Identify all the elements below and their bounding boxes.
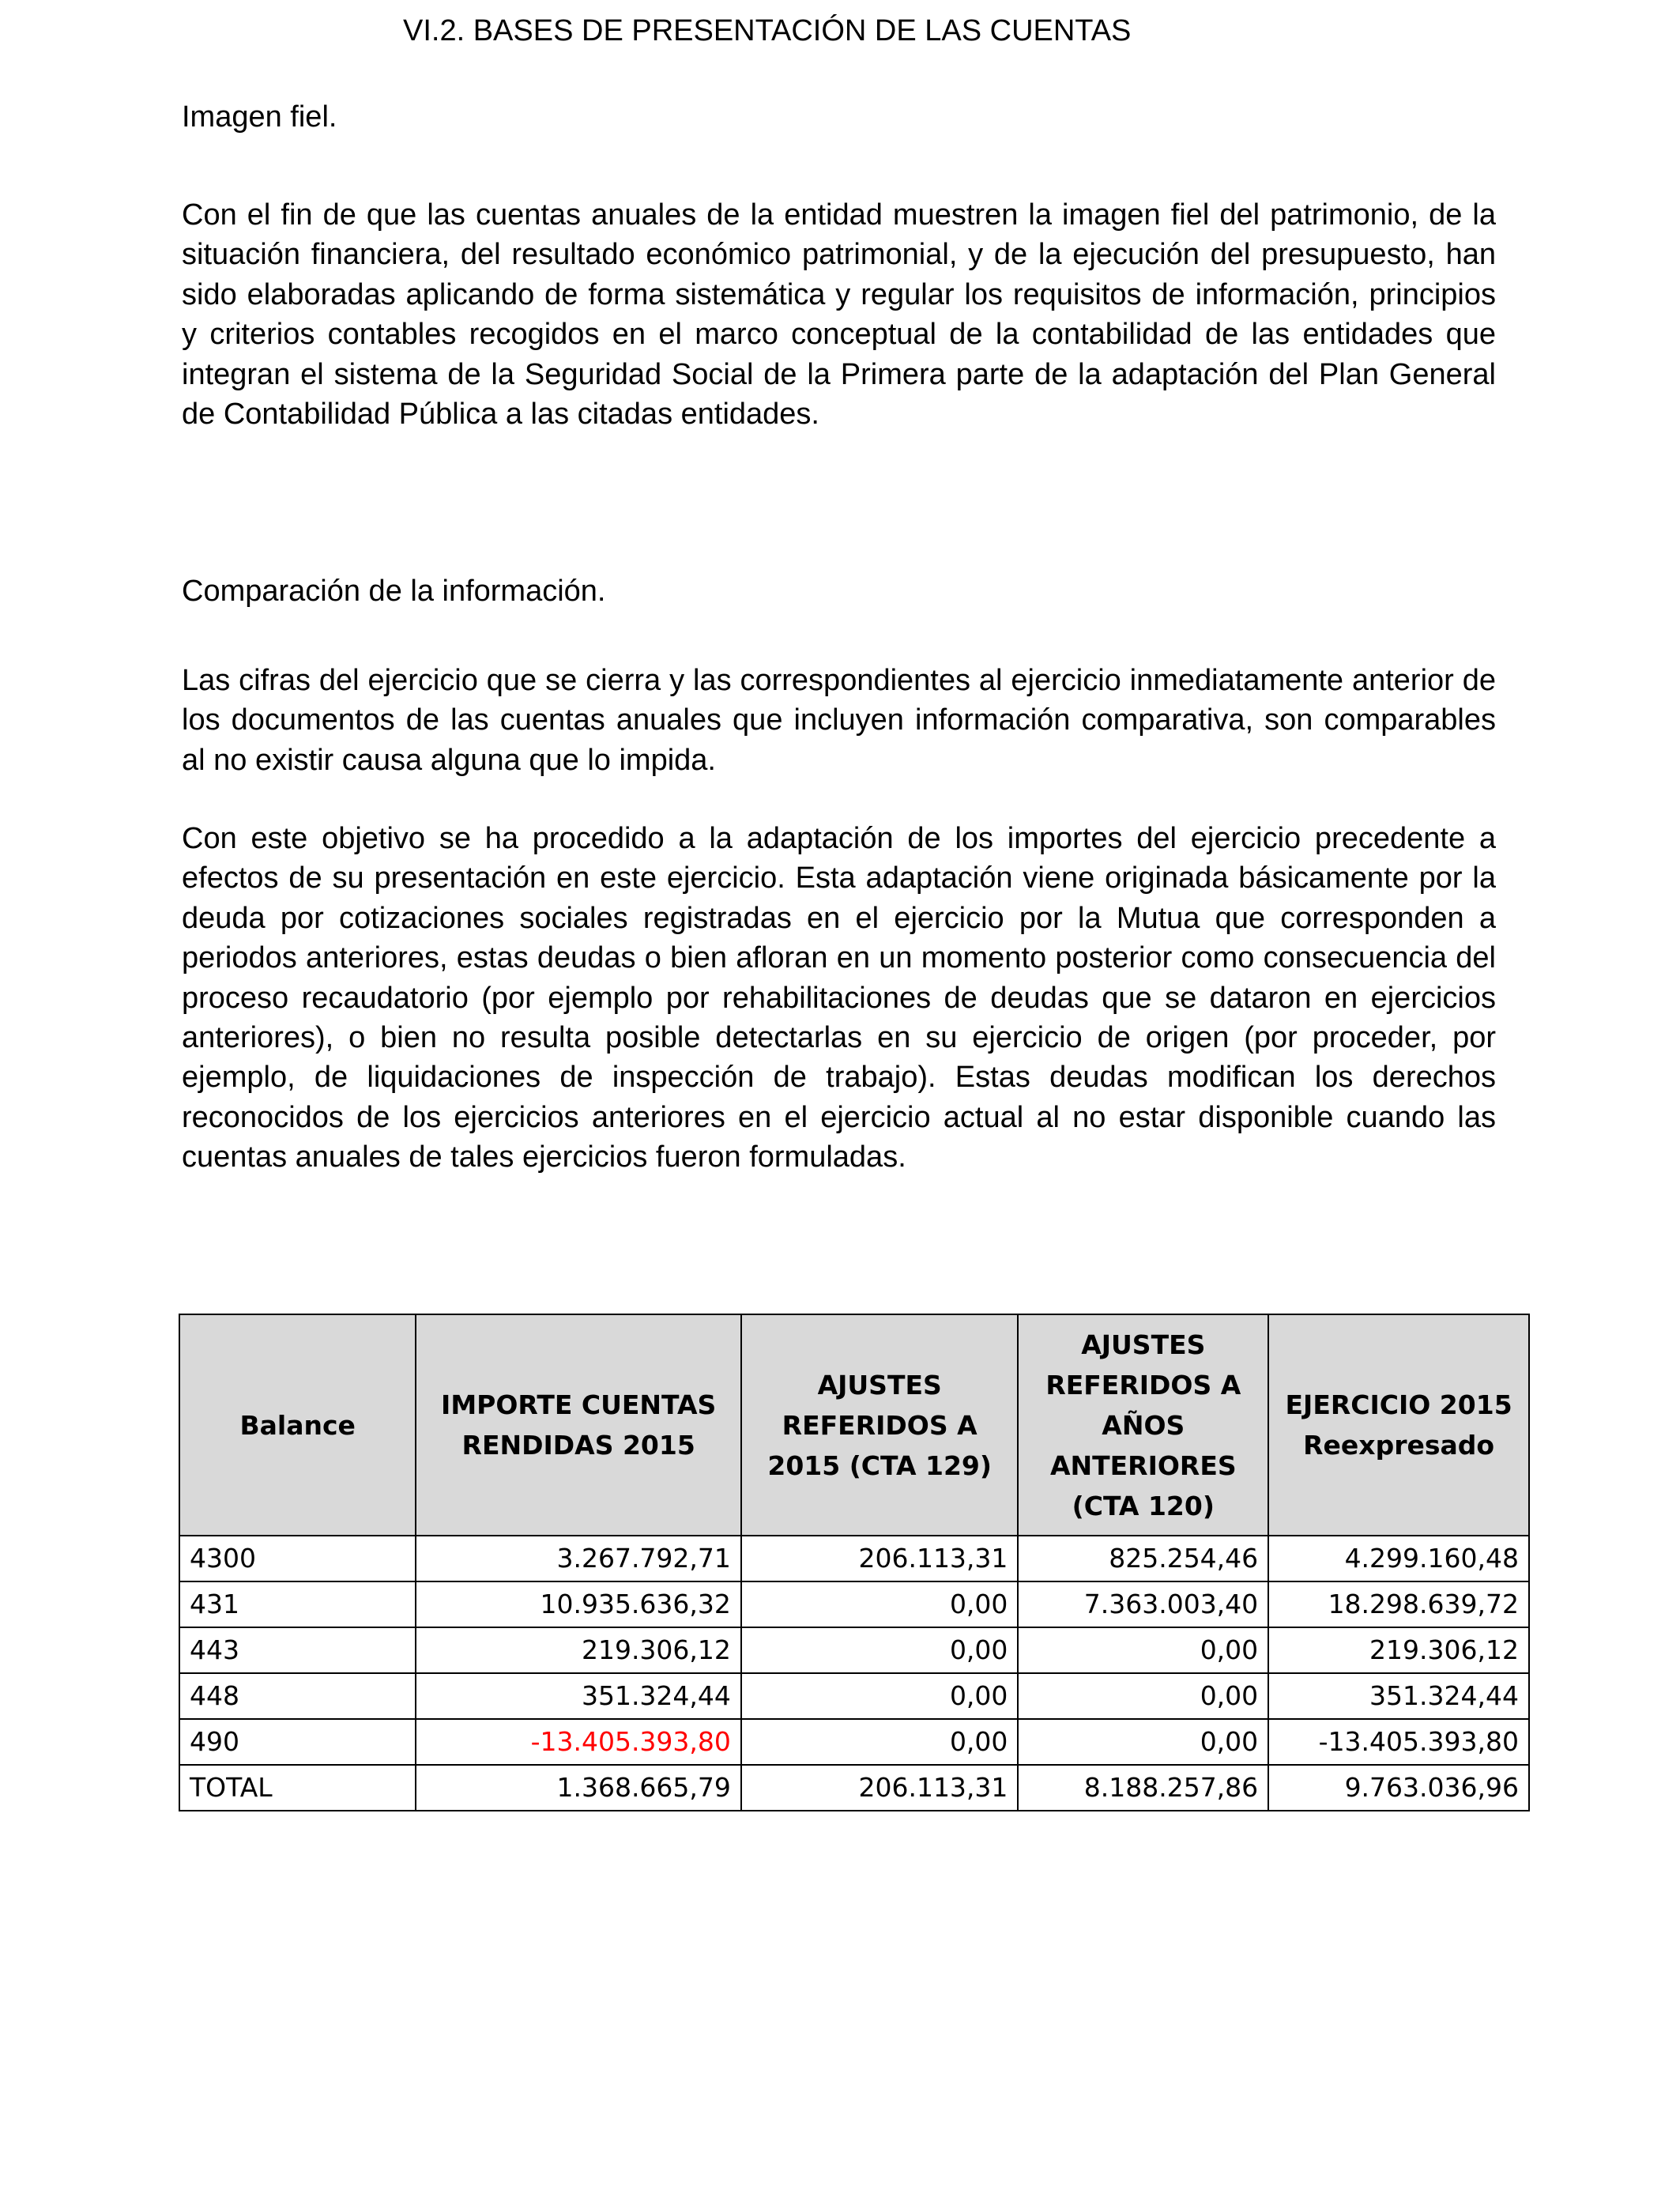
cell-ejercicio: 18.298.639,72 xyxy=(1268,1581,1529,1627)
cell-ajustes-2015: 0,00 xyxy=(741,1627,1019,1673)
cell-cuenta: 448 xyxy=(179,1673,416,1719)
table-header-row xyxy=(179,1314,1529,1536)
header-ajustes-anteriores: AJUSTES REFERIDOS A AÑOS ANTERIORES (CTA 120) xyxy=(1018,1314,1268,1536)
cell-importe: 10.935.636,32 xyxy=(416,1581,740,1627)
cell-importe: 3.267.792,71 xyxy=(416,1536,740,1581)
cell-ejercicio: 4.299.160,48 xyxy=(1268,1536,1529,1581)
table-row xyxy=(179,1673,1529,1719)
paragraph-comparacion-1: Las cifras del ejercicio que se cierra y las correspondientes al ejercicio inmediatamente anterior de los documentos de las cuentas anuales que incluyen información comparativa, son comparables al no existir causa alguna que lo impida. xyxy=(182,664,1496,777)
paragraph-imagen-fiel: Con el fin de que las cuentas anuales de la entidad muestren la imagen fiel del patrimonio, de la situación financiera, del resultado económico patrimonial, y de la ejecución del presupuesto, han sido elaboradas aplicando de forma sistemática y regular los requisitos de información, principios y criterios contables recogidos en el marco conceptual de la contabilidad de las entidades que integran el sistema de la Seguridad Social de la Primera parte de la adaptación del Plan General de Contabilidad Pública a las citadas entidades. xyxy=(182,198,1496,432)
cell-ejercicio: 9.763.036,96 xyxy=(1268,1765,1529,1811)
table-row xyxy=(179,1719,1529,1765)
cell-cuenta: TOTAL xyxy=(179,1765,416,1811)
header-importe: IMPORTE CUENTAS RENDIDAS 2015 xyxy=(416,1314,740,1536)
cell-importe-highlighted: -13.405.393,80 xyxy=(416,1719,740,1765)
section-heading-comparacion: Comparación de la información. xyxy=(182,575,606,608)
balance-table xyxy=(179,1314,1530,1811)
cell-importe: 351.324,44 xyxy=(416,1673,740,1719)
cell-importe: 1.368.665,79 xyxy=(416,1765,740,1811)
table-row xyxy=(179,1627,1529,1673)
cell-ajustes-anteriores: 7.363.003,40 xyxy=(1018,1581,1268,1627)
cell-ajustes-anteriores: 8.188.257,86 xyxy=(1018,1765,1268,1811)
cell-ajustes-2015: 0,00 xyxy=(741,1581,1019,1627)
cell-cuenta: 431 xyxy=(179,1581,416,1627)
header-ajustes-2015: AJUSTES REFERIDOS A 2015 (CTA 129) xyxy=(741,1314,1019,1536)
cell-ajustes-anteriores: 0,00 xyxy=(1018,1673,1268,1719)
table-row xyxy=(179,1581,1529,1627)
cell-cuenta: 490 xyxy=(179,1719,416,1765)
cell-ajustes-anteriores: 0,00 xyxy=(1018,1719,1268,1765)
cell-ajustes-anteriores: 0,00 xyxy=(1018,1627,1268,1673)
cell-ejercicio: 351.324,44 xyxy=(1268,1673,1529,1719)
cell-cuenta: 4300 xyxy=(179,1536,416,1581)
cell-ejercicio: 219.306,12 xyxy=(1268,1627,1529,1673)
cell-ajustes-2015: 0,00 xyxy=(741,1719,1019,1765)
cell-cuenta: 443 xyxy=(179,1627,416,1673)
cell-ajustes-2015: 206.113,31 xyxy=(741,1536,1019,1581)
cell-ajustes-2015: 0,00 xyxy=(741,1673,1019,1719)
table-row xyxy=(179,1536,1529,1581)
cell-importe: 219.306,12 xyxy=(416,1627,740,1673)
header-ejercicio: EJERCICIO 2015 Reexpresado xyxy=(1268,1314,1529,1536)
cell-ejercicio: -13.405.393,80 xyxy=(1268,1719,1529,1765)
page-title: VI.2. BASES DE PRESENTACIÓN DE LAS CUENTAS xyxy=(403,14,1132,47)
paragraph-comparacion-2: Con este objetivo se ha procedido a la adaptación de los importes del ejercicio precedente a efectos de su presentación en este ejercicio. Esta adaptación viene originada básicamente por la deuda por cotizaciones sociales registradas en el ejercicio por la Mutua que corresponden a periodos anteriores, estas deudas o bien afloran en un momento posterior como consecuencia del proceso recaudatorio (por ejemplo por rehabilitaciones de deudas que se dataron en ejercicios anteriores), o bien no resulta posible detectarlas en su ejercicio de origen (por proceder, por ejemplo, de liquidaciones de inspección de trabajo). Estas deudas modifican los derechos reconocidos de los ejercicios anteriores en el ejercicio actual al no estar disponible cuando las cuentas anuales de tales ejercicios fueron formuladas. xyxy=(182,822,1496,1174)
table-row-total xyxy=(179,1765,1529,1811)
cell-ajustes-2015: 206.113,31 xyxy=(741,1765,1019,1811)
cell-ajustes-anteriores: 825.254,46 xyxy=(1018,1536,1268,1581)
header-balance: Balance xyxy=(179,1314,416,1536)
section-heading-imagen-fiel: Imagen fiel. xyxy=(182,100,337,134)
